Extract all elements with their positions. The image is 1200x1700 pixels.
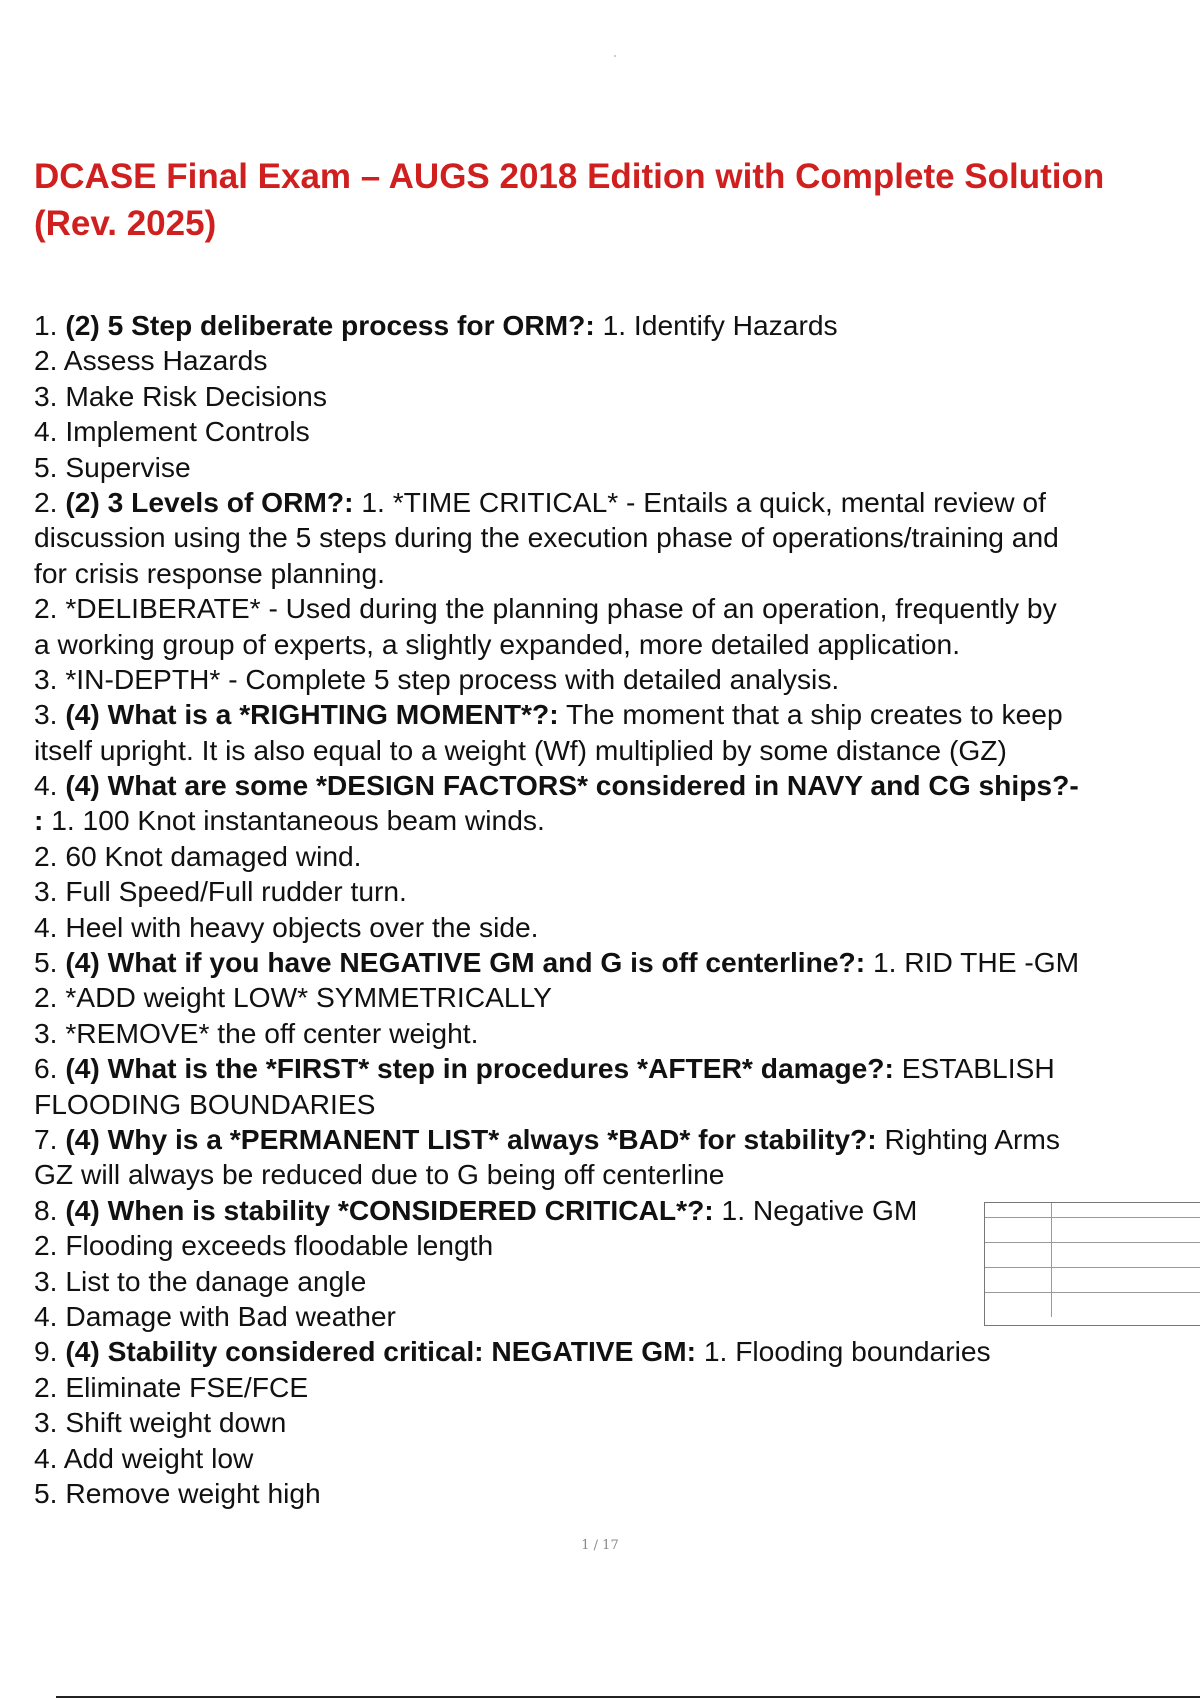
text-line <box>34 733 1200 768</box>
question-text: (4) Stability considered critical: NEGATIVE GM: <box>65 1335 697 1368</box>
text-line <box>34 662 1200 697</box>
text-line <box>34 343 1200 378</box>
text-line <box>34 627 1200 662</box>
answer-text: 4. Add weight low <box>34 1441 254 1474</box>
answer-text: 2. Eliminate FSE/FCE <box>34 1370 309 1403</box>
answer-text: discussion using the 5 steps during the execution phase of operations/training and <box>34 521 1059 554</box>
text-line <box>34 308 1200 343</box>
table-row <box>985 1293 1200 1317</box>
text-line <box>34 1087 1200 1122</box>
question-number: 2. <box>34 485 66 518</box>
answer-text: 2. 60 Knot damaged wind. <box>34 839 362 872</box>
text-line <box>34 414 1200 449</box>
question-number: 4. <box>34 769 66 802</box>
table-row <box>985 1218 1200 1243</box>
text-line <box>34 450 1200 485</box>
answer-text: The moment that a ship creates to keep <box>558 698 1063 731</box>
answer-text: 1. Identify Hazards <box>594 309 838 341</box>
question-text: (2) 3 Levels of ORM?: <box>65 485 354 518</box>
text-line <box>34 1476 1200 1511</box>
answer-text: ESTABLISH <box>893 1052 1055 1085</box>
question-number: 6. <box>34 1052 66 1085</box>
question-number: 5. <box>34 946 66 979</box>
answer-text: 3. Make Risk Decisions <box>34 379 327 412</box>
answer-text: Righting Arms <box>876 1122 1060 1155</box>
table-row <box>985 1268 1200 1293</box>
document-title <box>34 153 1200 247</box>
answer-text: GZ will always be reduced due to G being off centerline <box>34 1158 725 1191</box>
text-line <box>34 1157 1200 1192</box>
text-line <box>34 520 1200 555</box>
question-text: : <box>34 804 44 837</box>
answer-text: for crisis response planning. <box>34 556 385 589</box>
answer-text: 3. Full Speed/Full rudder turn. <box>34 875 407 908</box>
answer-text: 1. RID THE -GM <box>865 946 1080 979</box>
text-line <box>34 1051 1200 1086</box>
answer-text: 3. List to the danage angle <box>34 1264 367 1297</box>
question-text: (4) What are some *DESIGN FACTORS* considered in NAVY and CG ships?- <box>65 769 1079 802</box>
text-line <box>34 874 1200 909</box>
answer-text: 3. *IN-DEPTH* - Complete 5 step process with detailed analysis. <box>34 662 840 695</box>
question-list <box>34 308 1200 1511</box>
text-line <box>34 1441 1200 1476</box>
answer-text: 3. Shift weight down <box>34 1406 287 1439</box>
answer-text: 2. *ADD weight LOW* SYMMETRICALLY <box>34 981 552 1014</box>
answer-text: itself upright. It is also equal to a weight (Wf) multiplied by some distance (GZ) <box>34 733 1007 766</box>
text-line <box>34 591 1200 626</box>
text-line <box>34 980 1200 1015</box>
stability-reference-table <box>984 1202 1200 1326</box>
answer-text: 5. Remove weight high <box>34 1476 321 1509</box>
title-line-2: (Rev. 2025) <box>34 204 217 243</box>
answer-text: 4. Damage with Bad weather <box>34 1299 396 1332</box>
answer-text: 1. 100 Knot instantaneous beam winds. <box>43 804 545 837</box>
question-text: (4) What if you have NEGATIVE GM and G is off centerline?: <box>65 946 866 979</box>
question-number: 8. <box>34 1193 66 1226</box>
question-number: 7. <box>34 1122 66 1155</box>
question-number: 3. <box>34 698 66 731</box>
text-line <box>34 379 1200 414</box>
answer-text: 5. Supervise <box>34 450 191 483</box>
text-line <box>34 1370 1200 1405</box>
text-line <box>34 1122 1200 1157</box>
answer-text: 1. Negative GM <box>713 1193 918 1226</box>
text-line <box>34 839 1200 874</box>
table-row <box>985 1243 1200 1268</box>
question-text: (4) What is the *FIRST* step in procedures *AFTER* damage?: <box>65 1052 894 1085</box>
text-line <box>34 768 1200 803</box>
table-row <box>985 1203 1200 1218</box>
answer-text: 1. Flooding boundaries <box>696 1335 991 1368</box>
answer-text: a working group of experts, a slightly expanded, more detailed application. <box>34 627 961 660</box>
text-line <box>34 1334 1200 1369</box>
question-text: (4) What is a *RIGHTING MOMENT*?: <box>65 698 559 731</box>
title-line-1: DCASE Final Exam – AUGS 2018 Edition with Complete Solution <box>34 157 1105 196</box>
scan-speck <box>614 55 616 57</box>
text-line <box>34 556 1200 591</box>
answer-text: 2. Assess Hazards <box>34 344 268 377</box>
text-line <box>34 945 1200 980</box>
answer-text: 4. Implement Controls <box>34 415 310 448</box>
text-line <box>34 910 1200 945</box>
text-line <box>34 1016 1200 1051</box>
question-number: 1. <box>34 309 66 341</box>
text-line <box>34 485 1200 520</box>
text-line <box>34 1405 1200 1440</box>
text-line <box>34 803 1200 838</box>
text-line <box>34 697 1200 732</box>
question-text: (2) 5 Step deliberate process for ORM?: <box>65 309 595 341</box>
page-number: 1 / 17 <box>581 1538 619 1553</box>
answer-text: 4. Heel with heavy objects over the side. <box>34 910 539 943</box>
question-text: (4) Why is a *PERMANENT LIST* always *BAD* for stability?: <box>65 1122 877 1155</box>
answer-text: 1. *TIME CRITICAL* - Entails a quick, mental review of <box>353 485 1046 518</box>
answer-text: FLOODING BOUNDARIES <box>34 1087 376 1120</box>
question-number: 9. <box>34 1335 66 1368</box>
question-text: (4) When is stability *CONSIDERED CRITICAL*?: <box>65 1193 714 1226</box>
answer-text: 3. *REMOVE* the off center weight. <box>34 1016 479 1049</box>
answer-text: 2. Flooding exceeds floodable length <box>34 1229 494 1262</box>
footer-divider <box>56 1696 1200 1698</box>
answer-text: 2. *DELIBERATE* - Used during the planning phase of an operation, frequently by <box>34 592 1057 625</box>
